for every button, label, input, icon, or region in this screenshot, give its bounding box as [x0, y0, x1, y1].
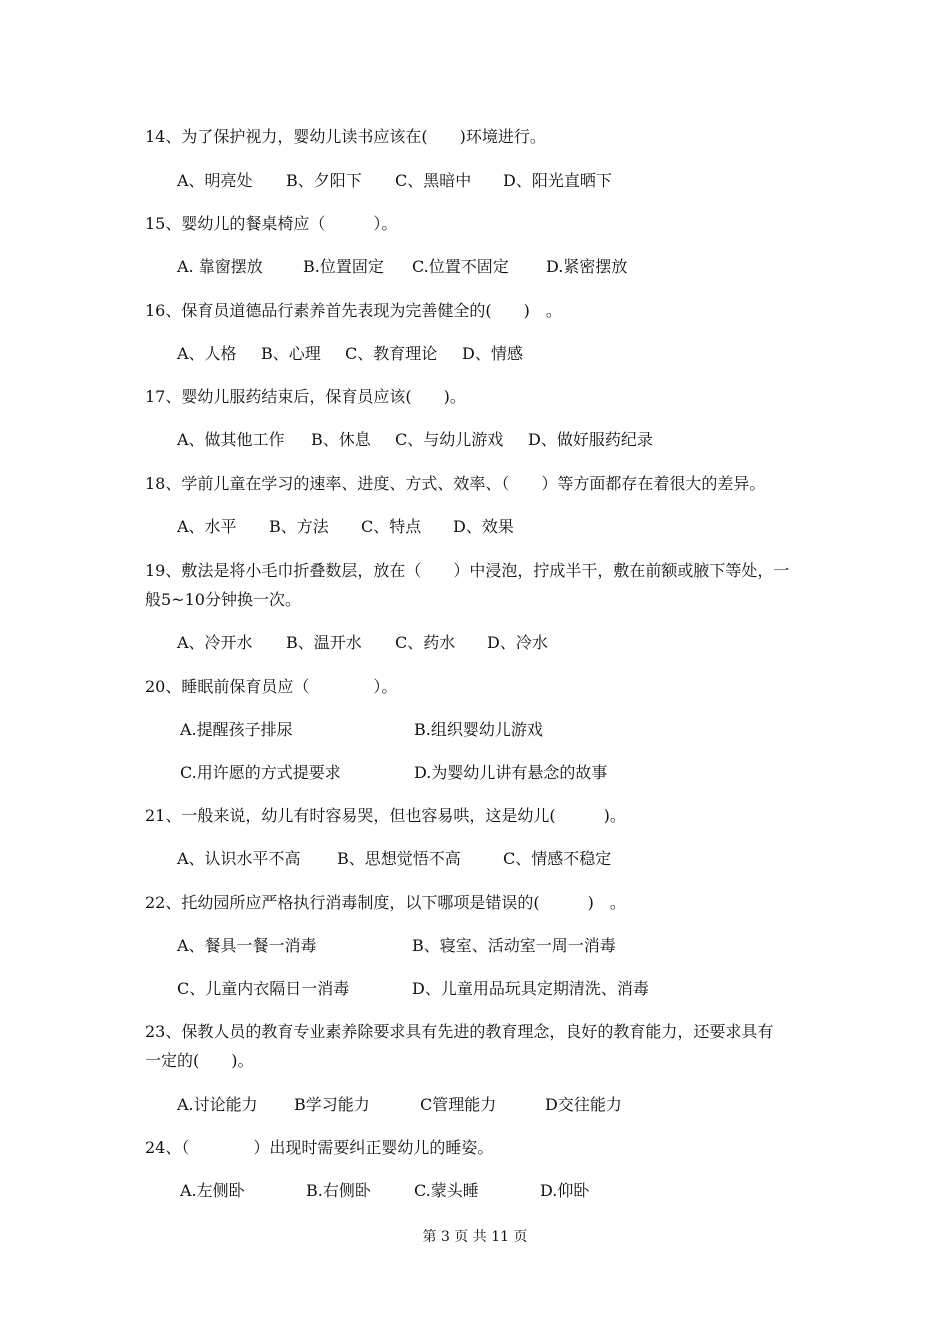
question-19-option-a: A、冷开水 — [177, 633, 253, 652]
question-19-option-c: C、药水 — [395, 633, 456, 652]
question-16-stem: 16、保育员道德品行素养首先表现为完善健全的( ) 。 — [145, 301, 562, 320]
question-20-stem: 20、睡眠前保育员应（ ）。 — [145, 677, 398, 696]
question-23-option-a: A.讨论能力 — [177, 1095, 258, 1114]
question-22-option-d: D、儿童用品玩具定期清洗、消毒 — [412, 979, 649, 998]
question-24-stem: 24、（ ）出现时需要纠正婴幼儿的睡姿。 — [145, 1138, 494, 1157]
question-18-option-a: A、水平 — [177, 517, 237, 536]
question-23-stem-continued: 一定的( )。 — [145, 1051, 254, 1070]
question-22-option-a: A、餐具一餐一消毒 — [177, 936, 317, 955]
question-18-option-d: D、效果 — [453, 517, 514, 536]
question-21-option-c: C、情感不稳定 — [503, 849, 612, 868]
question-16-option-a: A、人格 — [177, 344, 237, 363]
question-14-option-a: A、明亮处 — [177, 171, 253, 190]
question-15-option-c: C.位置不固定 — [412, 257, 509, 276]
question-18-option-c: C、特点 — [361, 517, 422, 536]
question-18-stem: 18、学前儿童在学习的速率、进度、方式、效率、（ ）等方面都存在着很大的差异。 — [145, 474, 766, 493]
question-22-option-c: C、儿童内衣隔日一消毒 — [177, 979, 350, 998]
question-19-option-d: D、冷水 — [487, 633, 548, 652]
question-23-option-d: D交往能力 — [545, 1095, 622, 1114]
question-15-option-d: D.紧密摆放 — [546, 257, 628, 276]
question-24-option-d: D.仰卧 — [540, 1181, 590, 1200]
question-17-option-a: A、做其他工作 — [177, 430, 285, 449]
question-17-option-b: B、休息 — [311, 430, 371, 449]
question-16-option-b: B、心理 — [261, 344, 321, 363]
question-14-option-c: C、黑暗中 — [395, 171, 472, 190]
question-15-stem: 15、婴幼儿的餐桌椅应（ ）。 — [145, 214, 398, 233]
question-17-option-c: C、与幼儿游戏 — [395, 430, 504, 449]
question-15-option-a: A. 靠窗摆放 — [177, 257, 263, 276]
question-21-option-a: A、认识水平不高 — [177, 849, 301, 868]
question-16-option-c: C、教育理论 — [345, 344, 438, 363]
question-23-option-b: B学习能力 — [294, 1095, 370, 1114]
question-24-option-b: B.右侧卧 — [306, 1181, 371, 1200]
question-23-stem: 23、保教人员的教育专业素养除要求具有先进的教育理念，良好的教育能力，还要求具有 — [145, 1022, 774, 1041]
question-20-option-c: C.用许愿的方式提要求 — [180, 763, 341, 782]
question-14-stem: 14、为了保护视力，婴幼儿读书应该在( )环境进行。 — [145, 127, 546, 146]
question-20-option-a: A.提醒孩子排尿 — [180, 720, 293, 739]
question-14-option-b: B、夕阳下 — [286, 171, 362, 190]
question-15-option-b: B.位置固定 — [303, 257, 384, 276]
question-18-option-b: B、方法 — [269, 517, 329, 536]
question-17-option-d: D、做好服药纪录 — [528, 430, 653, 449]
question-23-option-c: C管理能力 — [420, 1095, 497, 1114]
page-number-footer: 第 3 页 共 11 页 — [422, 1229, 528, 1245]
question-24-option-a: A.左侧卧 — [180, 1181, 245, 1200]
question-21-stem: 21、一般来说，幼儿有时容易哭，但也容易哄，这是幼儿( )。 — [145, 806, 626, 825]
question-22-stem: 22、托幼园所应严格执行消毒制度，以下哪项是错误的( ) 。 — [145, 893, 626, 912]
question-21-option-b: B、思想觉悟不高 — [337, 849, 461, 868]
question-20-option-d: D.为婴幼儿讲有悬念的故事 — [414, 763, 608, 782]
question-14-option-d: D、阳光直晒下 — [503, 171, 612, 190]
question-19-stem-continued: 般5~10分钟换一次。 — [145, 590, 301, 609]
question-24-option-c: C.蒙头睡 — [414, 1181, 479, 1200]
question-20-option-b: B.组织婴幼儿游戏 — [414, 720, 543, 739]
question-19-option-b: B、温开水 — [286, 633, 362, 652]
question-17-stem: 17、婴幼儿服药结束后，保育员应该( )。 — [145, 387, 466, 406]
question-16-option-d: D、情感 — [462, 344, 523, 363]
question-19-stem: 19、敷法是将小毛巾折叠数层，放在（ ）中浸泡，拧成半干，敷在前额或腋下等处，一 — [145, 561, 790, 580]
question-22-option-b: B、寝室、活动室一周一消毒 — [412, 936, 616, 955]
